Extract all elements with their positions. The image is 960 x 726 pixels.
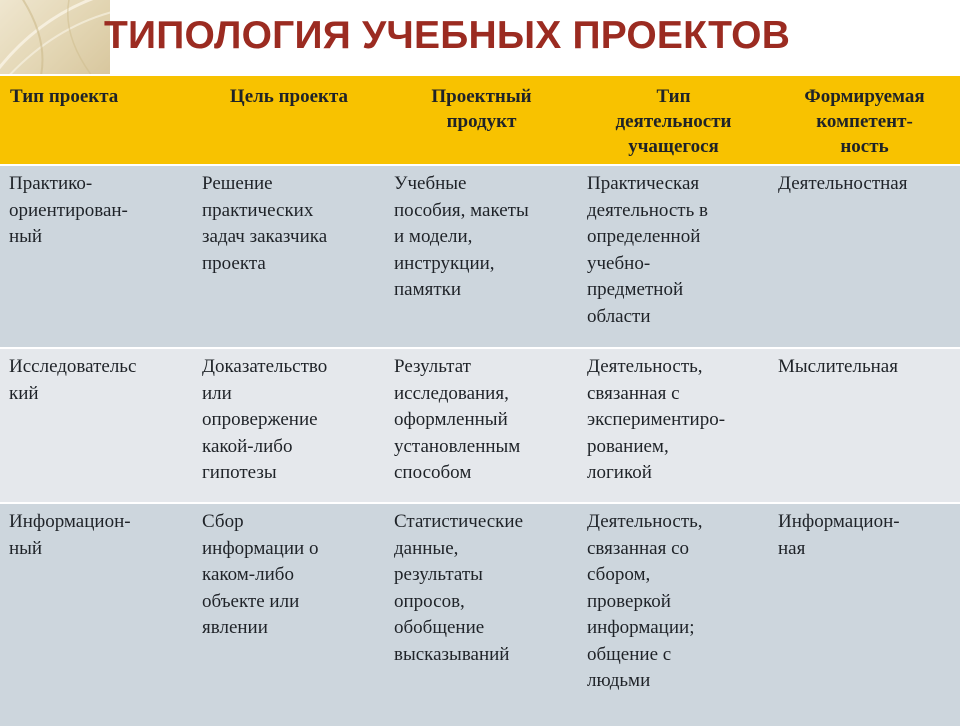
header-project-type: Тип проекта: [0, 76, 193, 164]
header-activity-type: Тип деятельности учащегося: [578, 76, 769, 164]
table-header-row: [0, 76, 960, 164]
table-cell: Информацион- ная: [769, 504, 960, 726]
table-cell: Результат исследования, оформленный установленным способом: [385, 349, 578, 502]
decorative-ornament-icon: [0, 0, 110, 74]
table-row: [0, 166, 960, 347]
table-row: [0, 349, 960, 502]
table-cell: Доказательство или опровержение какой-либо гипотезы: [193, 349, 385, 502]
table-cell: Сбор информации о каком-либо объекте или явлении: [193, 504, 385, 726]
header-project-product: Проектный продукт: [385, 76, 578, 164]
table-cell: Деятельностная: [769, 166, 960, 347]
table-cell: Деятельность, связанная с экспериментиро- рованием, логикой: [578, 349, 769, 502]
table-row: [0, 504, 960, 726]
project-typology-table: [0, 76, 960, 726]
table-cell: Практико- ориентирован- ный: [0, 166, 193, 347]
table-cell: Информацион- ный: [0, 504, 193, 726]
table-cell: Статистические данные, результаты опросов, обобщение высказываний: [385, 504, 578, 726]
slide-header: [0, 0, 960, 74]
page-title: ТИПОЛОГИЯ УЧЕБНЫХ ПРОЕКТОВ: [104, 14, 791, 57]
table-cell: Практическая деятельность в определенной учебно- предметной области: [578, 166, 769, 347]
header-project-goal: Цель проекта: [193, 76, 385, 164]
table-cell: Учебные пособия, макеты и модели, инструкции, памятки: [385, 166, 578, 347]
table-cell: Решение практических задач заказчика проекта: [193, 166, 385, 347]
header-competence: Формируемая компетент- ность: [769, 76, 960, 164]
table-cell: Исследовательс кий: [0, 349, 193, 502]
table-cell: Мыслительная: [769, 349, 960, 502]
table-cell: Деятельность, связанная со сбором, проверкой информации; общение с людьми: [578, 504, 769, 726]
